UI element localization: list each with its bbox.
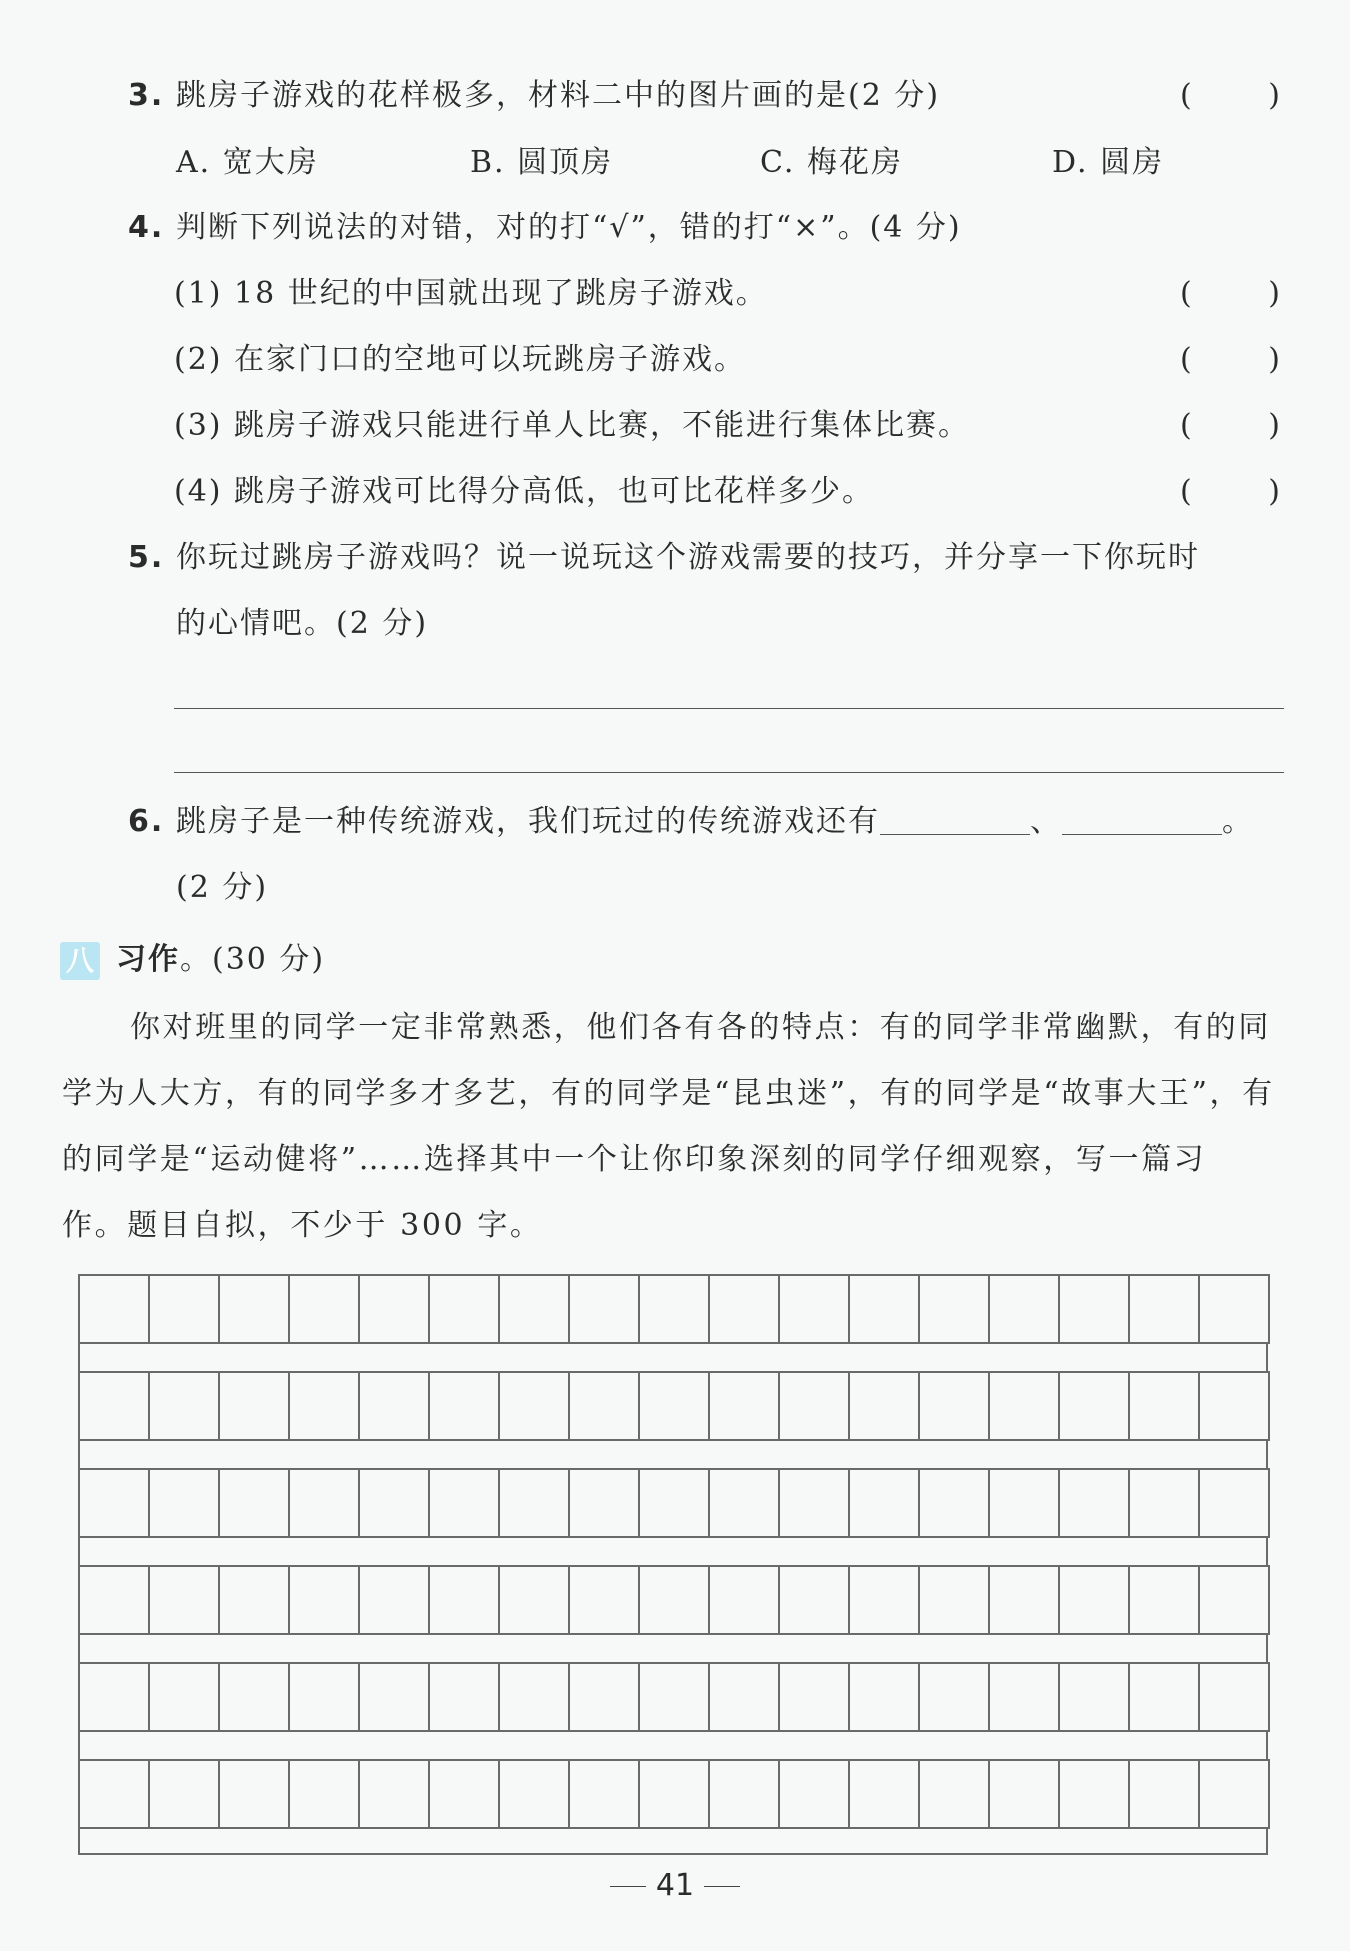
- answer-parentheses[interactable]: ( ): [1180, 474, 1280, 509]
- grid-cell[interactable]: [150, 1759, 220, 1829]
- grid-cell[interactable]: [640, 1468, 710, 1538]
- grid-row: [78, 1759, 1268, 1829]
- grid-row-spacer: [78, 1344, 1268, 1371]
- grid-cell[interactable]: [430, 1565, 500, 1635]
- grid-cell[interactable]: [850, 1371, 920, 1441]
- grid-cell[interactable]: [290, 1759, 360, 1829]
- grid-row: [78, 1371, 1268, 1441]
- grid-cell[interactable]: [1130, 1468, 1200, 1538]
- question-text: 判断下列说法的对错，对的打“√”，错的打“×”。(4 分): [176, 210, 962, 245]
- grid-cell[interactable]: [920, 1371, 990, 1441]
- grid-cell[interactable]: [290, 1274, 360, 1344]
- grid-row-spacer: [78, 1635, 1268, 1662]
- judgement-item-4: (4) 跳房子游戏可比得分高低，也可比花样多少。: [174, 474, 875, 509]
- grid-cell[interactable]: [640, 1371, 710, 1441]
- grid-cell[interactable]: [780, 1468, 850, 1538]
- grid-row-spacer: [78, 1732, 1268, 1759]
- grid-cell[interactable]: [150, 1468, 220, 1538]
- question-number: 3.: [128, 78, 165, 113]
- grid-cell[interactable]: [920, 1274, 990, 1344]
- grid-cell[interactable]: [80, 1468, 150, 1538]
- grid-cell[interactable]: [920, 1759, 990, 1829]
- grid-cell[interactable]: [220, 1565, 290, 1635]
- grid-cell[interactable]: [710, 1759, 780, 1829]
- question-number: 6.: [128, 804, 165, 839]
- fill-blank-1[interactable]: [880, 804, 1030, 835]
- grid-cell[interactable]: [500, 1371, 570, 1441]
- question-6-score: (2 分): [176, 870, 269, 905]
- question-6: 6. 跳房子是一种传统游戏，我们玩过的传统游戏还有 、 。: [128, 802, 1254, 842]
- grid-cell[interactable]: [640, 1662, 710, 1732]
- grid-cell[interactable]: [1130, 1565, 1200, 1635]
- grid-cell[interactable]: [780, 1274, 850, 1344]
- grid-cell[interactable]: [500, 1468, 570, 1538]
- answer-line[interactable]: [174, 772, 1284, 773]
- answer-parentheses[interactable]: ( ): [1180, 342, 1280, 377]
- grid-cell[interactable]: [360, 1274, 430, 1344]
- grid-cell[interactable]: [150, 1565, 220, 1635]
- grid-cell[interactable]: [1060, 1371, 1130, 1441]
- grid-cell[interactable]: [570, 1565, 640, 1635]
- option-c[interactable]: C. 梅花房: [760, 145, 903, 180]
- grid-cell[interactable]: [1060, 1468, 1130, 1538]
- grid-cell[interactable]: [570, 1468, 640, 1538]
- grid-cell[interactable]: [430, 1371, 500, 1441]
- grid-cell[interactable]: [80, 1759, 150, 1829]
- grid-cell[interactable]: [220, 1274, 290, 1344]
- grid-row: [78, 1565, 1268, 1635]
- grid-row-spacer: [78, 1538, 1268, 1565]
- grid-cell[interactable]: [710, 1565, 780, 1635]
- grid-cell[interactable]: [360, 1759, 430, 1829]
- grid-cell[interactable]: [1130, 1371, 1200, 1441]
- question-4: [128, 208, 962, 248]
- prompt-line-3: 的同学是“运动健将”……选择其中一个让你印象深刻的同学仔细观察，写一篇习: [62, 1142, 1207, 1177]
- grid-cell[interactable]: [1200, 1565, 1270, 1635]
- grid-row: [78, 1274, 1268, 1344]
- fill-blank-2[interactable]: [1062, 804, 1222, 835]
- grid-row-spacer: [78, 1441, 1268, 1468]
- section-title: 习作。(30 分): [116, 942, 326, 977]
- answer-parentheses[interactable]: ( ): [1180, 408, 1280, 443]
- grid-cell[interactable]: [780, 1371, 850, 1441]
- dash-right: [704, 1886, 740, 1887]
- answer-parentheses[interactable]: ( ): [1180, 78, 1280, 113]
- prompt-line-4: 作。题目自拟，不少于 300 字。: [62, 1208, 543, 1243]
- grid-cell[interactable]: [360, 1468, 430, 1538]
- grid-cell[interactable]: [570, 1274, 640, 1344]
- grid-cell[interactable]: [1060, 1274, 1130, 1344]
- grid-cell[interactable]: [500, 1759, 570, 1829]
- grid-cell[interactable]: [360, 1565, 430, 1635]
- grid-cell[interactable]: [640, 1759, 710, 1829]
- grid-cell[interactable]: [570, 1371, 640, 1441]
- question-text: 你玩过跳房子游戏吗？说一说玩这个游戏需要的技巧，并分享一下你玩时: [176, 540, 1200, 575]
- option-a[interactable]: A. 宽大房: [176, 145, 319, 180]
- grid-cell[interactable]: [990, 1662, 1060, 1732]
- grid-cell[interactable]: [1060, 1662, 1130, 1732]
- question-text: 跳房子游戏的花样极多，材料二中的图片画的是(2 分): [176, 78, 941, 113]
- answer-line[interactable]: [174, 708, 1284, 709]
- option-d[interactable]: D. 圆房: [1052, 145, 1165, 180]
- grid-cell[interactable]: [290, 1565, 360, 1635]
- prompt-line-1: 你对班里的同学一定非常熟悉，他们各有各的特点：有的同学非常幽默，有的同: [130, 1010, 1271, 1045]
- grid-cell[interactable]: [850, 1565, 920, 1635]
- grid-cell[interactable]: [150, 1371, 220, 1441]
- question-number: 5.: [128, 540, 165, 575]
- grid-cell[interactable]: [920, 1662, 990, 1732]
- grid-cell[interactable]: [220, 1371, 290, 1441]
- question-3: [128, 76, 940, 116]
- grid-cell[interactable]: [220, 1468, 290, 1538]
- grid-cell[interactable]: [990, 1371, 1060, 1441]
- grid-cell[interactable]: [920, 1565, 990, 1635]
- grid-row: [78, 1468, 1268, 1538]
- grid-cell[interactable]: [710, 1468, 780, 1538]
- grid-cell[interactable]: [920, 1468, 990, 1538]
- grid-cell[interactable]: [290, 1468, 360, 1538]
- grid-cell[interactable]: [1130, 1662, 1200, 1732]
- grid-cell[interactable]: [850, 1274, 920, 1344]
- grid-cell[interactable]: [500, 1662, 570, 1732]
- grid-cell[interactable]: [360, 1662, 430, 1732]
- grid-cell[interactable]: [1060, 1565, 1130, 1635]
- grid-cell[interactable]: [1200, 1371, 1270, 1441]
- grid-cell[interactable]: [150, 1274, 220, 1344]
- grid-cell[interactable]: [990, 1565, 1060, 1635]
- grid-cell[interactable]: [80, 1274, 150, 1344]
- grid-cell[interactable]: [780, 1759, 850, 1829]
- grid-cell[interactable]: [290, 1371, 360, 1441]
- question-5-continued: 的心情吧。(2 分): [176, 606, 429, 641]
- grid-cell[interactable]: [150, 1662, 220, 1732]
- judgement-item-2: (2) 在家门口的空地可以玩跳房子游戏。: [174, 342, 747, 377]
- grid-cell[interactable]: [430, 1759, 500, 1829]
- grid-cell[interactable]: [1200, 1662, 1270, 1732]
- grid-cell[interactable]: [1130, 1759, 1200, 1829]
- section-number-badge: 八: [60, 942, 100, 980]
- judgement-item-3: (3) 跳房子游戏只能进行单人比赛，不能进行集体比赛。: [174, 408, 971, 443]
- prompt-line-2: 学为人大方，有的同学多才多艺，有的同学是“昆虫迷”，有的同学是“故事大王”，有: [62, 1076, 1275, 1111]
- grid-cell[interactable]: [80, 1662, 150, 1732]
- grid-cell[interactable]: [570, 1759, 640, 1829]
- grid-cell[interactable]: [500, 1565, 570, 1635]
- grid-cell[interactable]: [1130, 1274, 1200, 1344]
- grid-cell[interactable]: [710, 1371, 780, 1441]
- page-number: 41: [0, 1866, 1350, 1906]
- grid-cell[interactable]: [1200, 1468, 1270, 1538]
- grid-cell[interactable]: [850, 1468, 920, 1538]
- grid-cell[interactable]: [990, 1759, 1060, 1829]
- grid-cell[interactable]: [780, 1662, 850, 1732]
- grid-cell[interactable]: [850, 1662, 920, 1732]
- grid-cell[interactable]: [290, 1662, 360, 1732]
- dash-left: [610, 1886, 646, 1887]
- grid-cell[interactable]: [80, 1565, 150, 1635]
- grid-cell[interactable]: [640, 1274, 710, 1344]
- grid-cell[interactable]: [430, 1274, 500, 1344]
- option-b[interactable]: B. 圆顶房: [470, 145, 614, 180]
- grid-cell[interactable]: [1200, 1759, 1270, 1829]
- question-5: [128, 538, 1200, 578]
- grid-cell[interactable]: [710, 1274, 780, 1344]
- grid-cell[interactable]: [1200, 1274, 1270, 1344]
- grid-cell[interactable]: [710, 1662, 780, 1732]
- grid-cell[interactable]: [570, 1662, 640, 1732]
- grid-cell[interactable]: [1060, 1759, 1130, 1829]
- writing-grid[interactable]: [78, 1274, 1268, 1856]
- grid-cell[interactable]: [990, 1468, 1060, 1538]
- grid-cell[interactable]: [360, 1371, 430, 1441]
- grid-cell[interactable]: [990, 1274, 1060, 1344]
- grid-cell[interactable]: [220, 1662, 290, 1732]
- grid-cell[interactable]: [430, 1468, 500, 1538]
- grid-cell[interactable]: [640, 1565, 710, 1635]
- grid-cell[interactable]: [500, 1274, 570, 1344]
- grid-cell[interactable]: [80, 1371, 150, 1441]
- question-text: 跳房子是一种传统游戏，我们玩过的传统游戏还有: [176, 804, 880, 839]
- grid-cell[interactable]: [430, 1662, 500, 1732]
- question-number: 4.: [128, 210, 165, 245]
- grid-cell[interactable]: [780, 1565, 850, 1635]
- grid-cell[interactable]: [850, 1759, 920, 1829]
- judgement-item-1: (1) 18 世纪的中国就出现了跳房子游戏。: [174, 276, 768, 311]
- grid-cell[interactable]: [220, 1759, 290, 1829]
- grid-row: [78, 1662, 1268, 1732]
- grid-bottom-spacer: [78, 1829, 1268, 1855]
- answer-parentheses[interactable]: ( ): [1180, 276, 1280, 311]
